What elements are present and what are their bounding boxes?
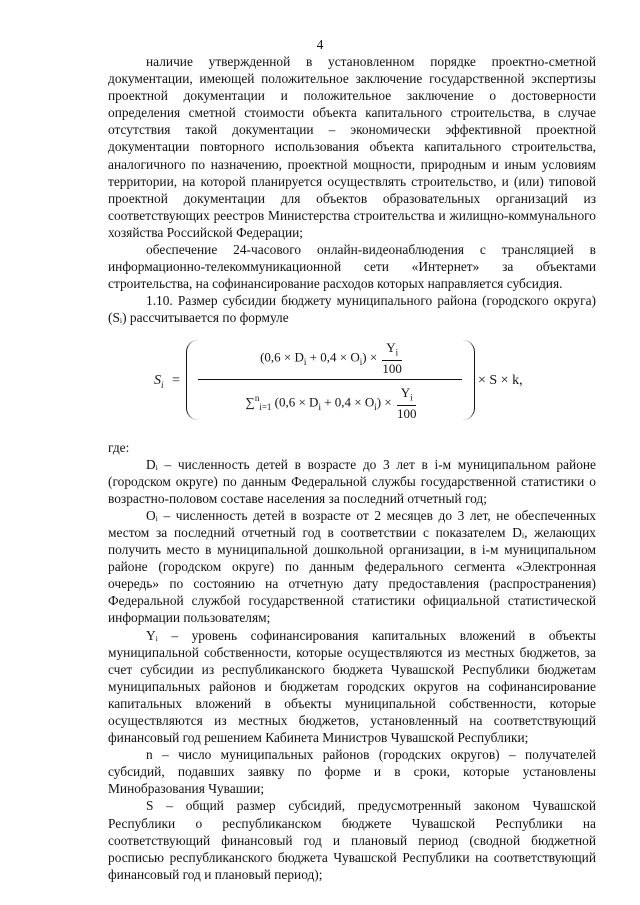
document-body [108, 53, 596, 883]
formula-right-paren [462, 340, 475, 420]
formula-numerator: $(0,6 \times D_i + 0,4 \times O_i)$ × $\frac{Y_i}{100}$ [260, 339, 402, 377]
page-number: 4 [316, 37, 324, 52]
paragraph-design-documentation: наличие утвержденной в установленном порядке проектно-сметной документации, имеющей положительное заключение государственной экспертизы проектной документации и положительное заключение о достоверности определения сметной стоимости объекта капитального строительства, в случае отсутствия такой документации – экономически эффективной проектной документации повторного использования объекта капитального строительства, аналогичного по назначению, проектной мощности, природным и иным условиям территории, на которой планируется осуществлять строительство, и (или) типовой проектной документации для объектов образовательных организаций из соответствующих реестров Министерства строительства и жилищно-коммунального хозяйства Российской Федерации; [108, 54, 596, 240]
formula-denominator: ∑$^n_{i=1}$ $(0,6 \times D_i + 0,4 \times O_i)$ × $\frac{Y_i}{100}$ [245, 384, 417, 422]
paragraph-subsidy-size: 1.10. Размер субсидии бюджету муниципального района (городского округа) (Sᵢ) рассчитывается по формуле [108, 293, 596, 326]
paragraph-video-surveillance: обеспечение 24-часового онлайн-видеонаблюдения с трансляцией в информационно-телекоммуникационной сети «Интернет» за объектами строительства, на софинансирование расходов которых направляется субсидия. [108, 242, 596, 292]
formula-left-paren [186, 340, 199, 420]
formula-equals: = [172, 372, 180, 388]
formula-fraction-bar [198, 379, 462, 380]
definition-n: n – число муниципальных районов (городских округов) – получателей субсидий, подавших заявку по форме и в сроки, которые установлены Минобразования Чувашии; [108, 747, 596, 797]
where-label: где: [108, 439, 130, 455]
subsidy-formula [108, 332, 596, 432]
definition-y: Yᵢ – уровень софинансирования капитальных вложений в объекты муниципальной собственности, которые осуществляются из местных бюджетов, за счет субсидии из республиканского бюджета Чувашской Республики бюджетам муниципальных районов и бюджетам городских округов на софинансирование капитальных вложений в объекты муниципальной собственности, которые осуществляются из местных бюджетов, установленный на соответствующий финансовый год решением Кабинета Министров Чувашской Республики; [108, 627, 596, 746]
definition-d: Dᵢ – численность детей в возрасте до 3 лет в i-м муниципальном районе (городском округе) по данным Федеральной службы государственной статистики о возрастно-половом составе населения за последний отчетный год; [108, 456, 596, 506]
definition-o: Oᵢ – численность детей в возрасте от 2 месяцев до 3 лет, не обеспеченных местом за последний отчетный год в соответствии с показателем Dᵢ, желающих получить место в муниципальной дошкольной организации, в i-м муниципальном районе (городском округе) по данным федерального сегмента «Электронная очередь» по состоянию на отчетную дату предоставления (распространения) Федеральной службой государственной статистики официальной статистической информации пользователям; [108, 507, 596, 626]
formula-tail: × S × k, [478, 372, 523, 388]
definition-s: S – общий размер субсидий, предусмотренный законом Чувашской Республики о республиканском бюджете Чувашской Республики на соответствующий финансовый год и плановый период (сводной бюджетной росписью республиканского бюджета Чувашской Республики на соответствующий финансовый год и плановый период); [108, 798, 596, 882]
sum-symbol: ∑ [245, 393, 255, 409]
formula-lhs: $S_i$ [154, 372, 164, 390]
